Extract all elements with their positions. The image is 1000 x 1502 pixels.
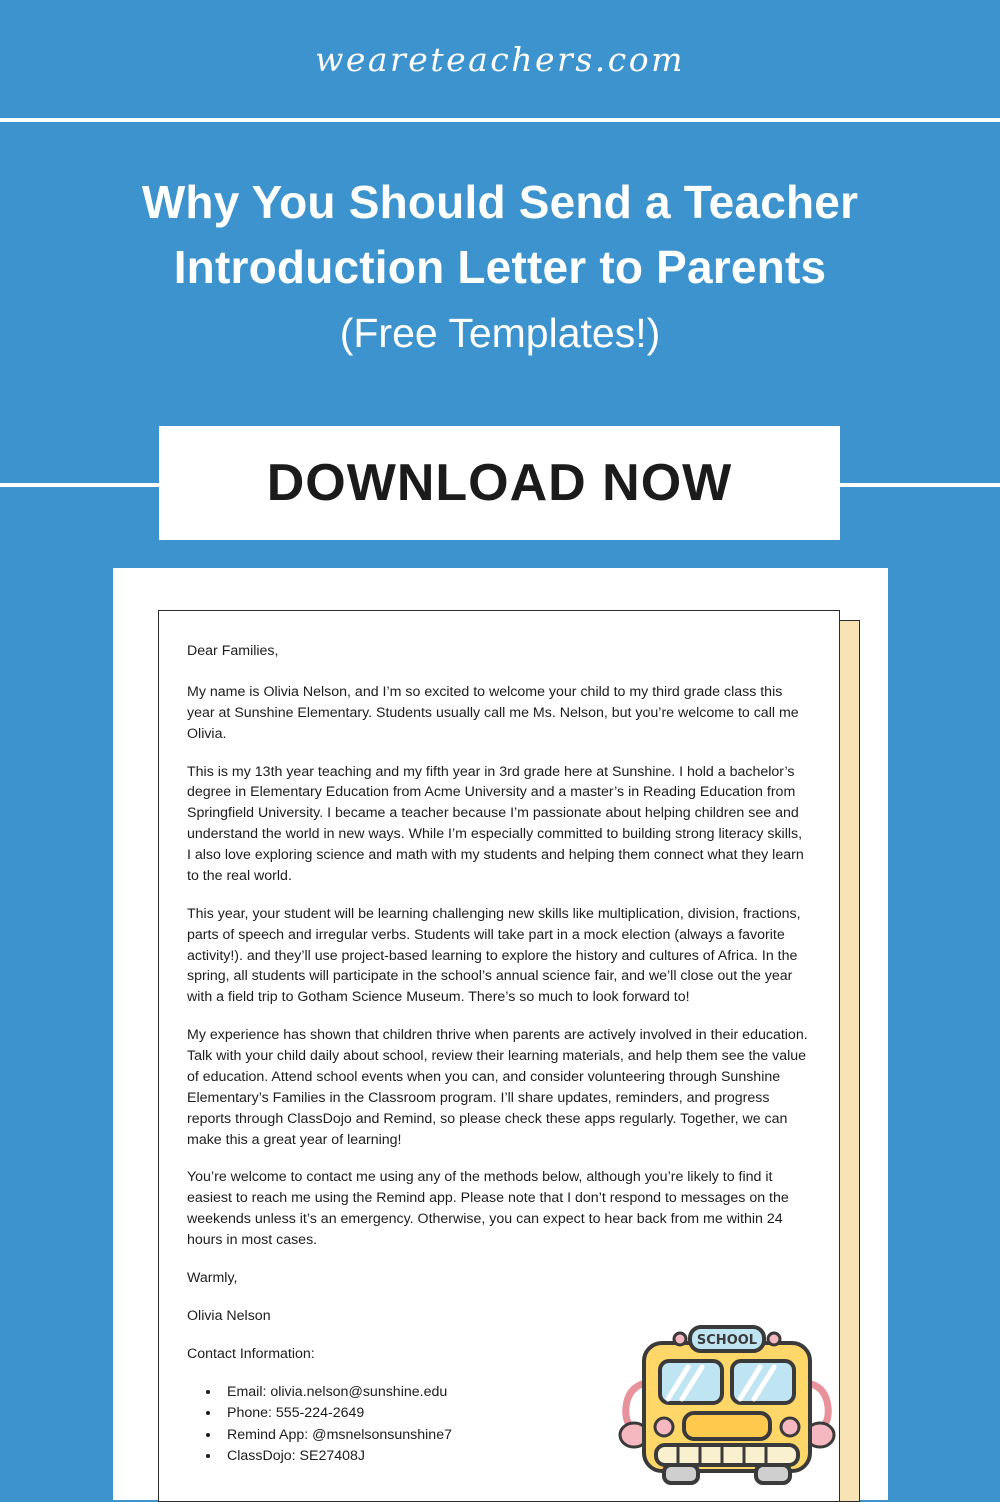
letter-paragraph-3: This year, your student will be learning challenging new skills like multiplication, division, fractions, parts of speech and irregular verbs. Students will take part in a mock election (always a favorite activity!). and they’ll use project-based learning to explore the history and cultures of Africa. In the spring, all students will participate in the school’s annual science fair, and we’ll close out the year with a field trip to Gotham Science Museum. There’s so much to look forward to! — [187, 905, 801, 1006]
svg-text:SCHOOL: SCHOOL — [696, 1333, 758, 1348]
list-item: • ClassDojo: SE27408J — [221, 1446, 809, 1468]
letter-paragraph-1: My name is Olivia Nelson, and I’m so excited to welcome your child to my third grade class this year at Sunshine Elementary. Students usually call me Ms. Nelson, but you’re welcome to call me Olivia. — [187, 683, 799, 742]
brand-divider — [0, 118, 1000, 122]
list-item: • Phone: 555-224-2649 — [221, 1403, 809, 1425]
page-subtitle: (Free Templates!) — [339, 309, 661, 356]
hero-text-block — [0, 170, 1000, 360]
letter-closing: Warmly, — [187, 1269, 238, 1286]
cta-rule-left — [0, 483, 180, 487]
list-item: • Email: olivia.nelson@sunshine.edu — [221, 1382, 809, 1404]
letter-signature: Olivia Nelson — [187, 1307, 271, 1324]
site-name: weareteachers.com — [315, 39, 685, 79]
brand-bar — [0, 0, 1000, 118]
letter-greeting: Dear Families, — [187, 643, 279, 659]
letter-paragraph-2: This is my 13th year teaching and my fifth year in 3rd grade here at Sunshine. I hold a bachelor’s degree in Elementary Education from Acme University and a master’s in Reading Education from Springfield University. I became a teacher because I’m passionate about helping children see and understand the world in new ways. While I’m especially committed to building strong literacy skills, I also love exploring science and math with my students and helping them connect what they learn to the real world. — [187, 763, 804, 884]
list-item: • Remind App: @msnelsonsunshine7 — [221, 1425, 809, 1447]
contact-heading: Contact Information: — [187, 1345, 315, 1362]
page-title: Why You Should Send a Teacher Introduction Letter to Parents — [141, 176, 859, 294]
letter-paragraph-5: You’re welcome to contact me using any of the methods below, although you’re likely to find it easiest to reach me using the Remind app. Please note that I don’t respond to messages on the weekends unless it’s an emergency. Otherwise, you can expect to hear back from me within 24 hours in most cases. — [187, 1169, 789, 1248]
cta-rule-right — [820, 483, 1000, 487]
download-now-button[interactable] — [159, 426, 840, 540]
download-now-label: DOWNLOAD NOW — [266, 454, 733, 512]
school-bus-icon — [612, 1313, 842, 1493]
letter-paragraph-4: My experience has shown that children thrive when parents are actively involved in their education. Talk with your child daily about school, review their learning materials, and help them see the value of education. Attend school events when you can, and consider volunteering through Sunshine Elementary’s Families in the Classroom program. I’ll share updates, reminders, and progress reports through ClassDojo and Remind, so please check these apps regularly. Together, we can make this a great year of learning! — [187, 1027, 808, 1148]
